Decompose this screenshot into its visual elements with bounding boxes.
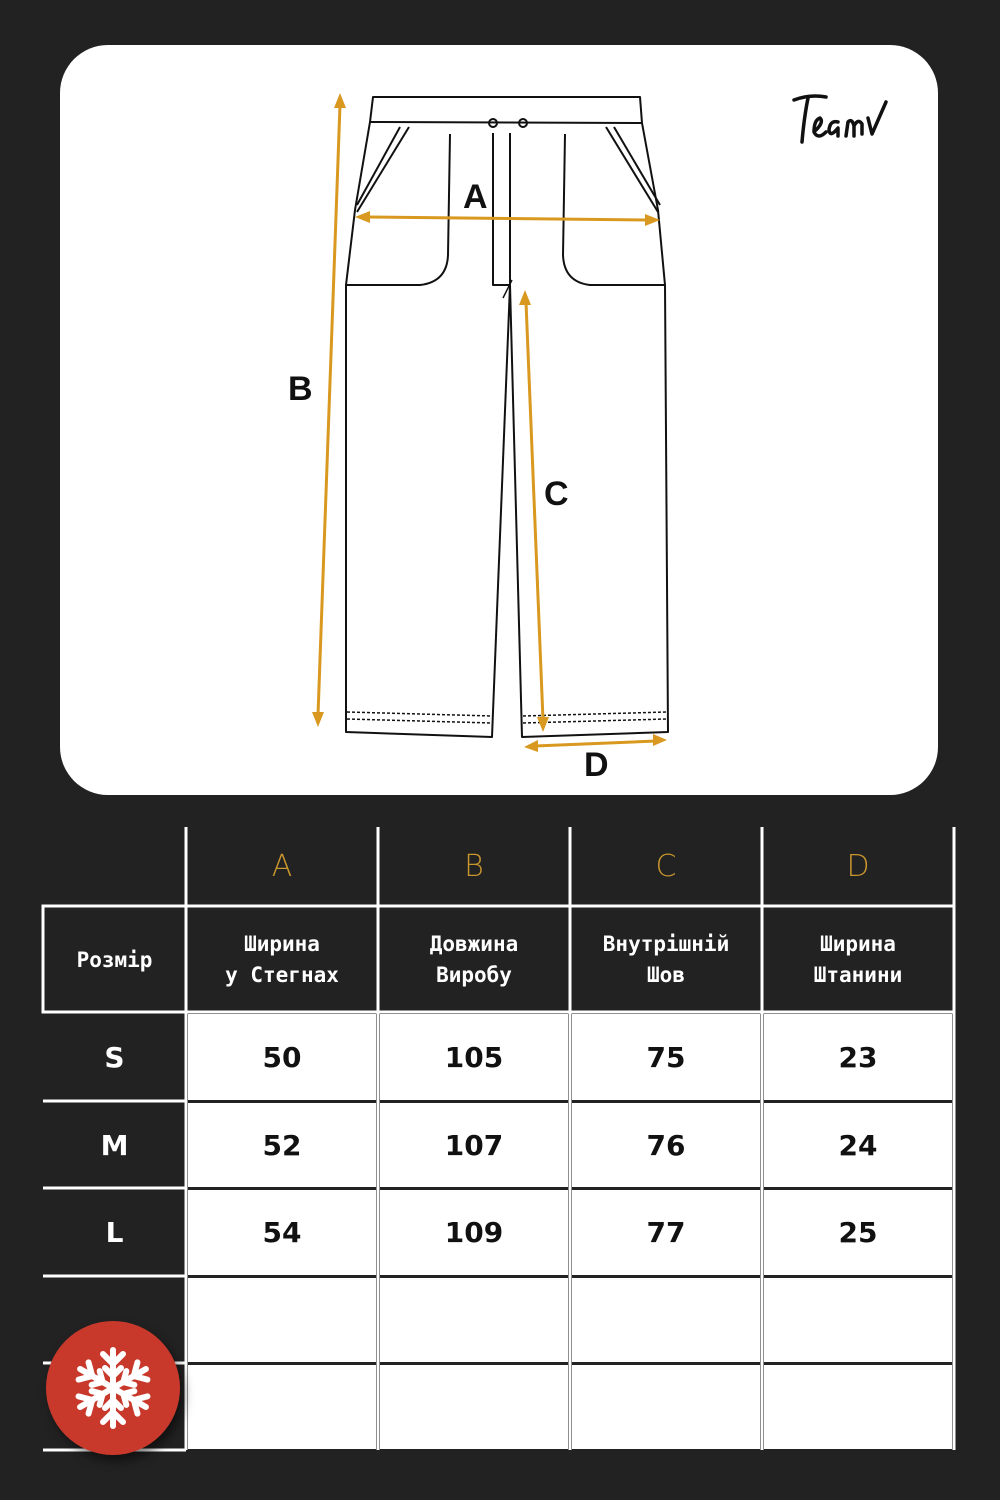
- table-cell: 25: [764, 1190, 952, 1275]
- empty-cell: [572, 1278, 760, 1362]
- label-b: B: [288, 370, 313, 408]
- empty-cell: [188, 1365, 376, 1449]
- empty-cell: [572, 1365, 760, 1449]
- table-cell: 52: [188, 1103, 376, 1187]
- table-cell: 24: [764, 1103, 952, 1187]
- col-letter-b: B: [464, 848, 484, 884]
- table-cell: 75: [572, 1014, 760, 1100]
- size-header: Розмір: [76, 947, 153, 972]
- empty-cell: [380, 1278, 568, 1362]
- col-letter-d: D: [846, 848, 870, 884]
- row-size-l: L: [105, 1216, 124, 1249]
- table-cell: 23: [764, 1014, 952, 1100]
- label-a: A: [463, 178, 488, 216]
- table-cell: 54: [188, 1190, 376, 1275]
- table-cell: 105: [380, 1014, 568, 1100]
- label-c: C: [544, 475, 569, 513]
- table-cell: 107: [380, 1103, 568, 1187]
- snowflake-icon: [46, 1321, 180, 1455]
- table-cell: 50: [188, 1014, 376, 1100]
- label-d: D: [584, 746, 609, 784]
- table-cell: 109: [380, 1190, 568, 1275]
- col-title-a: Ширина у Стегнах: [225, 932, 339, 987]
- col-letter-c: C: [655, 848, 677, 884]
- col-title-b: Довжина Виробу: [429, 932, 519, 987]
- row-size-m: M: [100, 1128, 129, 1162]
- empty-cell: [764, 1278, 952, 1362]
- table-cell: 77: [572, 1190, 760, 1275]
- table-cell: 76: [572, 1103, 760, 1187]
- row-size-s: S: [104, 1041, 125, 1074]
- empty-cell: [188, 1278, 376, 1362]
- col-title-d: Ширина Штанини: [813, 932, 903, 987]
- snowflake-badge: [46, 1321, 180, 1455]
- col-letter-a: A: [271, 848, 293, 884]
- empty-cell: [764, 1365, 952, 1449]
- empty-cell: [380, 1365, 568, 1449]
- col-title-c: Внутрішній Шов: [602, 932, 730, 987]
